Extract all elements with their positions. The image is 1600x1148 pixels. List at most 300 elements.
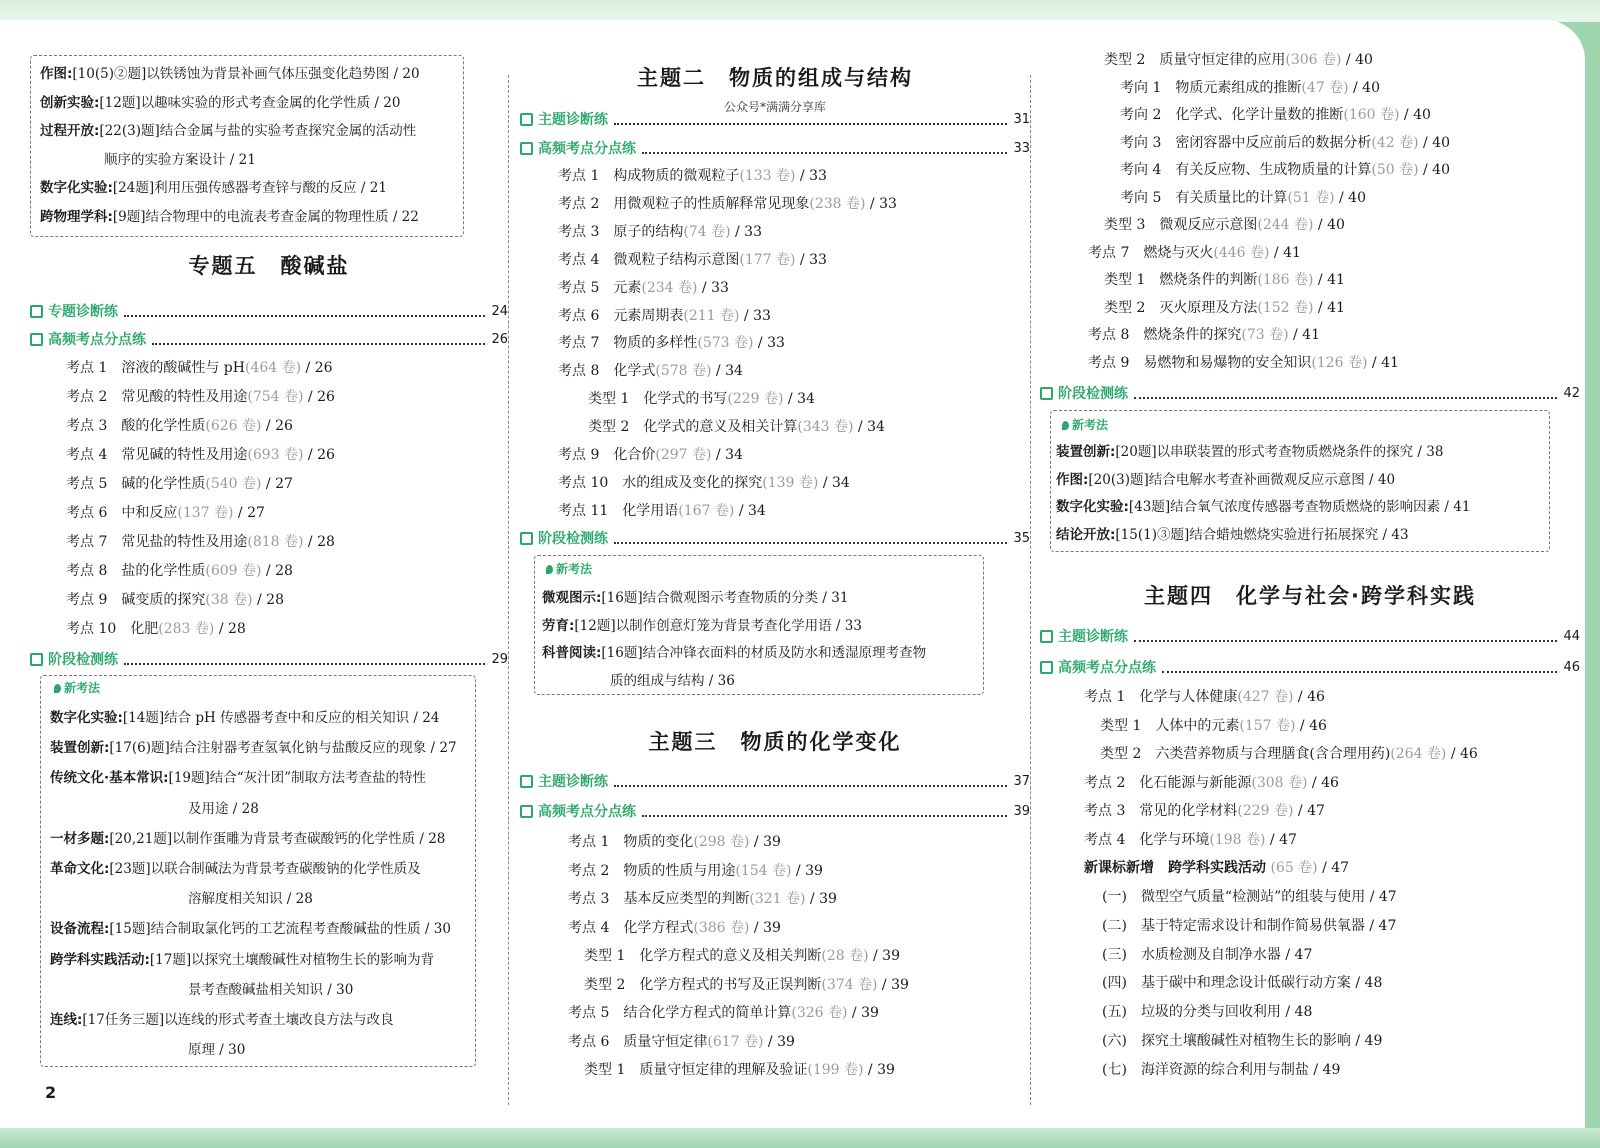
point-page: / 26 bbox=[301, 360, 333, 376]
point-number: 类型 1 bbox=[1104, 272, 1146, 288]
point-count: (540 卷) bbox=[205, 476, 262, 492]
point-number: 考点 8 bbox=[558, 363, 600, 380]
point-gap bbox=[609, 891, 623, 907]
point-gap bbox=[599, 280, 613, 296]
point-number: 考点 4 bbox=[66, 447, 108, 463]
box-line bbox=[40, 121, 508, 141]
activity-number: (三) bbox=[1102, 946, 1127, 963]
point-count: (198 卷) bbox=[1209, 831, 1266, 848]
box-line-label: 微观图示 bbox=[542, 590, 596, 606]
activity-number: (五) bbox=[1102, 1004, 1127, 1021]
point-number: 考点 8 bbox=[66, 563, 108, 579]
box-line-text: [15题]结合制取氯化钙的工艺流程考查酸碱盐的性质 / 30 bbox=[109, 921, 451, 938]
point-count: (47 卷) bbox=[1301, 79, 1349, 96]
box-line bbox=[50, 768, 508, 788]
point-line bbox=[558, 222, 1030, 242]
box-line-label: 结论开放 bbox=[1056, 527, 1110, 544]
point-number: 考向 2 bbox=[1120, 107, 1162, 123]
point-gap bbox=[1129, 355, 1143, 371]
point-gap bbox=[107, 360, 121, 376]
point-gap bbox=[599, 335, 613, 351]
point-number: 考点 10 bbox=[558, 474, 609, 491]
box-line-text: [16题]结合微观图示考查物质的分类 / 31 bbox=[601, 590, 849, 606]
point-line bbox=[66, 590, 508, 610]
point-line bbox=[1120, 78, 1580, 98]
point-line bbox=[1104, 215, 1580, 235]
point-count: (446 卷) bbox=[1213, 244, 1270, 261]
point-name: 元素周期表 bbox=[613, 307, 684, 324]
point-line bbox=[1088, 325, 1580, 345]
activity-number: (四) bbox=[1102, 975, 1127, 992]
box-line bbox=[50, 859, 508, 879]
point-line bbox=[1120, 188, 1580, 208]
point-gap bbox=[1161, 80, 1175, 96]
box-line-text: [20,21题]以制作蛋雕为背景考查碳酸钙的化学性质 / 28 bbox=[109, 830, 446, 847]
point-gap bbox=[116, 621, 130, 637]
box-line-text: [24题]利用压强传感器考查锌与酸的反应 / 21 bbox=[112, 180, 387, 197]
point-name: 微观反应示意图 bbox=[1159, 217, 1258, 233]
point-count: (199 卷) bbox=[807, 1062, 864, 1078]
point-line bbox=[1120, 160, 1580, 180]
box-line-colon: : bbox=[104, 830, 110, 847]
point-gap bbox=[599, 363, 613, 379]
point-line bbox=[558, 361, 1030, 381]
point-line bbox=[1088, 243, 1580, 263]
point-name: 化学与人体健康 bbox=[1139, 689, 1238, 705]
box-line bbox=[542, 643, 1030, 663]
point-page: / 40 bbox=[1399, 107, 1431, 123]
box-line bbox=[188, 980, 508, 1000]
point-line bbox=[66, 445, 508, 465]
point-gap bbox=[609, 1034, 623, 1050]
box-line-text: [10(5)②题]以铁锈蚀为背景补画气体压强变化趋势图 / 20 bbox=[72, 66, 420, 82]
point-number: 类型 2 bbox=[588, 419, 630, 436]
activity-text: 垃圾的分类与回收利用 / 48 bbox=[1140, 1004, 1313, 1021]
point-page: / 40 bbox=[1348, 79, 1380, 96]
activity-gap bbox=[1127, 947, 1141, 963]
point-number: 考点 11 bbox=[558, 502, 609, 519]
point-number: 类型 2 bbox=[584, 976, 626, 993]
activity-text: 水质检测及自制净水器 / 47 bbox=[1140, 946, 1313, 963]
point-page: / 40 bbox=[1418, 134, 1450, 151]
point-page: / 41 bbox=[1288, 327, 1320, 343]
point-page: / 39 bbox=[877, 976, 909, 993]
point-count: (754 卷) bbox=[247, 389, 304, 405]
point-page: / 33 bbox=[730, 223, 762, 240]
point-number: 类型 2 bbox=[1100, 746, 1142, 762]
activity-text: 海洋资源的综合利用与制盐 / 49 bbox=[1140, 1061, 1341, 1078]
point-number: 考点 3 bbox=[1084, 803, 1126, 819]
point-count: (28 卷) bbox=[821, 948, 869, 964]
point-line bbox=[66, 503, 508, 523]
point-gap bbox=[609, 920, 623, 936]
section-icon bbox=[520, 805, 533, 818]
box-line-text: 顺序的实验方案设计 / 21 bbox=[104, 151, 256, 168]
point-line bbox=[66, 387, 508, 407]
box-line-colon: : bbox=[1110, 444, 1116, 460]
point-gap bbox=[107, 447, 121, 463]
point-page: / 46 bbox=[1295, 717, 1327, 734]
point-line bbox=[1084, 687, 1580, 707]
activity-line bbox=[1102, 1060, 1580, 1080]
box-line-text: [9题]结合物理中的电流表考查金属的物理性质 / 22 bbox=[112, 209, 419, 225]
box-line-colon: : bbox=[163, 770, 169, 787]
point-count: (73 卷) bbox=[1241, 327, 1289, 343]
new-method-tag: 新考法 bbox=[1062, 416, 1108, 433]
point-line bbox=[66, 619, 508, 639]
point-number: 考点 10 bbox=[66, 621, 117, 637]
point-count: (177 卷) bbox=[739, 251, 796, 268]
point-number: 考点 2 bbox=[558, 195, 600, 212]
point-page: / 33 bbox=[795, 251, 827, 268]
point-line bbox=[568, 1032, 1030, 1052]
pin-icon bbox=[54, 684, 61, 693]
column-divider bbox=[1030, 75, 1031, 1105]
box-line-text: [17(6)题]结合注射器考查氢氧化钠与盐酸反应的现象 / 27 bbox=[109, 740, 457, 757]
activity-number: (七) bbox=[1102, 1061, 1127, 1078]
section-frequent-points: 高频考点分点练 26 bbox=[30, 328, 508, 350]
point-line bbox=[1088, 353, 1580, 373]
point-name: 盐的化学性质 bbox=[121, 563, 206, 579]
point-gap bbox=[107, 592, 121, 608]
pin-icon bbox=[546, 565, 553, 574]
point-name: 人体中的元素 bbox=[1155, 717, 1240, 734]
point-gap bbox=[1125, 832, 1139, 848]
box-line-label: 革命文化 bbox=[50, 861, 104, 877]
point-gap bbox=[107, 476, 121, 492]
activity-text: 微型空气质量“检测站”的组装与使用 / 47 bbox=[1140, 889, 1397, 905]
activity-number: (一) bbox=[1102, 889, 1127, 905]
section-icon bbox=[30, 305, 43, 318]
box-line-label: 数字化实验 bbox=[50, 710, 118, 726]
page-number: 2 bbox=[45, 1083, 57, 1102]
point-gap bbox=[1129, 245, 1143, 261]
box-line bbox=[50, 1010, 508, 1030]
point-count: (609 卷) bbox=[205, 563, 262, 579]
point-name: 化合价 bbox=[613, 447, 656, 463]
box-line bbox=[188, 799, 508, 819]
point-line bbox=[1084, 773, 1580, 793]
page-sheet bbox=[0, 20, 1585, 1132]
page-bottom-edge bbox=[0, 1128, 1600, 1148]
box-line-colon: : bbox=[117, 710, 123, 726]
box-line bbox=[610, 671, 1030, 691]
point-line bbox=[1104, 270, 1580, 290]
point-gap bbox=[625, 948, 639, 964]
point-line bbox=[66, 358, 508, 378]
box-line-label: 作图 bbox=[40, 66, 67, 82]
box-line-colon: : bbox=[104, 921, 110, 938]
point-count: (617 卷) bbox=[707, 1033, 764, 1050]
point-gap bbox=[1161, 162, 1175, 178]
activity-number: (二) bbox=[1102, 917, 1127, 934]
point-line bbox=[1100, 716, 1580, 736]
point-number: 考点 9 bbox=[1088, 354, 1130, 371]
point-line bbox=[558, 473, 1030, 493]
point-gap bbox=[599, 224, 613, 240]
box-line-text: [17题]以探究土壤酸碱性对植物生长的影响为背 bbox=[149, 951, 435, 968]
page-top-edge bbox=[0, 0, 1600, 22]
point-number: 考点 3 bbox=[558, 223, 600, 240]
point-name: 化学与环境 bbox=[1139, 831, 1210, 848]
point-name: 微观粒子结构示意图 bbox=[613, 251, 740, 268]
point-line bbox=[66, 561, 508, 581]
box-line bbox=[188, 889, 508, 909]
point-count: (167 卷) bbox=[678, 502, 735, 519]
section-stage-test: 阶段检测练 42 bbox=[1040, 382, 1580, 404]
point-page: / 39 bbox=[805, 891, 837, 907]
box-line-colon: : bbox=[144, 951, 150, 968]
point-page: / 46 bbox=[1446, 746, 1478, 762]
point-line bbox=[558, 278, 1030, 298]
theme-two-title: 主题二 物质的组成与结构 bbox=[637, 66, 913, 90]
point-number: 类型 1 bbox=[584, 1062, 626, 1078]
activity-line bbox=[1102, 887, 1580, 907]
point-gap bbox=[629, 419, 643, 435]
point-number: 考点 2 bbox=[1084, 774, 1126, 791]
theme-three-title: 主题三 物质的化学变化 bbox=[648, 730, 902, 754]
point-page: / 47 bbox=[1265, 831, 1297, 848]
point-line bbox=[558, 501, 1030, 521]
point-page: / 39 bbox=[863, 1062, 895, 1078]
section-icon bbox=[1040, 387, 1053, 400]
new-standard-line: 新课标新增 跨学科实践活动 (65 卷) / 47 bbox=[1084, 860, 1350, 876]
point-line bbox=[558, 445, 1030, 465]
point-count: (38 卷) bbox=[205, 592, 253, 608]
point-page: / 40 bbox=[1418, 162, 1450, 178]
point-name: 质量守恒定律的理解及验证 bbox=[639, 1062, 808, 1078]
point-count: (160 卷) bbox=[1343, 107, 1400, 123]
activity-gap bbox=[1127, 918, 1141, 934]
section-frequent-points: 高频考点分点练 33 bbox=[520, 137, 1030, 159]
box-line-label: 一材多题 bbox=[50, 830, 104, 847]
point-count: (154 卷) bbox=[735, 862, 792, 879]
box-line bbox=[1056, 525, 1580, 545]
box-line-label: 装置创新 bbox=[1056, 444, 1110, 460]
column-divider bbox=[508, 75, 509, 1105]
point-number: 考向 3 bbox=[1120, 134, 1162, 151]
point-number: 考点 5 bbox=[558, 279, 600, 296]
point-count: (238 卷) bbox=[809, 195, 866, 212]
point-line bbox=[568, 1003, 1030, 1023]
section-stage-test: 阶段检测练 35 bbox=[520, 527, 1030, 549]
point-page: / 39 bbox=[791, 862, 823, 879]
point-line bbox=[558, 194, 1030, 214]
point-gap bbox=[629, 391, 643, 407]
point-page: / 46 bbox=[1307, 774, 1339, 791]
box-line bbox=[40, 64, 508, 84]
box-line-colon: : bbox=[67, 66, 73, 82]
point-number: 类型 2 bbox=[1104, 299, 1146, 316]
box-line-text: [19题]结合“灰汁团”制取方法考查盐的特性 bbox=[168, 770, 427, 787]
section-icon bbox=[1040, 630, 1053, 643]
box-line bbox=[50, 829, 508, 849]
point-gap bbox=[1161, 190, 1175, 206]
point-name: 常见酸的特性及用途 bbox=[121, 389, 248, 405]
point-number: 考点 9 bbox=[558, 447, 600, 463]
point-line bbox=[66, 474, 508, 494]
point-gap bbox=[609, 1005, 623, 1021]
point-name: 化学方程式的书写及正误判断 bbox=[639, 976, 822, 993]
box-line-label: 创新实验 bbox=[40, 94, 94, 111]
point-page: / 41 bbox=[1313, 299, 1345, 316]
point-number: 类型 3 bbox=[1104, 217, 1146, 233]
point-page: / 34 bbox=[734, 502, 766, 519]
point-name: 化学式的书写 bbox=[643, 391, 728, 408]
point-number: 考点 6 bbox=[66, 505, 108, 521]
point-page: / 26 bbox=[303, 389, 335, 405]
activity-gap bbox=[1127, 1033, 1141, 1049]
point-page: / 26 bbox=[303, 447, 335, 463]
box-line bbox=[188, 1040, 508, 1060]
point-line bbox=[1100, 744, 1580, 764]
box-line-label: 过程开放 bbox=[40, 123, 94, 140]
box-line-text: 溶解度相关知识 / 28 bbox=[188, 891, 313, 908]
point-count: (229 卷) bbox=[1237, 803, 1294, 819]
activity-gap bbox=[1127, 889, 1141, 905]
point-count: (234 卷) bbox=[641, 279, 698, 296]
new-method-tag: 新考法 bbox=[546, 560, 592, 577]
point-page: / 41 bbox=[1313, 272, 1345, 288]
point-gap bbox=[1161, 135, 1175, 151]
box-line-text: [15(1)③题]结合蜡烛燃烧实验进行拓展探究 / 43 bbox=[1115, 527, 1409, 544]
point-gap bbox=[107, 563, 121, 579]
box-line bbox=[1056, 442, 1580, 462]
point-number: 考点 1 bbox=[66, 360, 108, 376]
point-gap bbox=[107, 534, 121, 550]
box-line-text: [17任务三题]以连线的形式考查土壤改良方法与改良 bbox=[82, 1012, 394, 1028]
box-line-colon: : bbox=[107, 209, 113, 225]
point-gap bbox=[107, 505, 121, 521]
point-number: 类型 2 bbox=[1104, 52, 1146, 68]
point-name: 化学式、化学计量数的推断 bbox=[1175, 107, 1344, 123]
box-line-text: 及用途 / 28 bbox=[188, 800, 259, 817]
point-count: (573 卷) bbox=[697, 335, 754, 352]
section-stage-test: 阶段检测练 29 bbox=[30, 648, 508, 670]
activity-line bbox=[1102, 945, 1580, 965]
box-line bbox=[50, 919, 508, 939]
point-page: / 27 bbox=[261, 476, 293, 492]
point-number: 考点 8 bbox=[1088, 327, 1130, 343]
point-page: / 28 bbox=[303, 534, 335, 550]
point-count: (42 卷) bbox=[1371, 134, 1419, 151]
point-count: (283 卷) bbox=[158, 621, 215, 637]
box-line-label: 作图 bbox=[1056, 471, 1083, 488]
point-number: 考点 6 bbox=[558, 307, 600, 324]
point-name: 密闭容器中反应前后的数据分析 bbox=[1175, 134, 1372, 151]
point-line bbox=[558, 306, 1030, 326]
activity-text: 基于碳中和理念设计低碳行动方案 / 48 bbox=[1140, 975, 1383, 992]
point-name: 结合化学方程式的简单计算 bbox=[623, 1005, 792, 1021]
point-line bbox=[558, 166, 1030, 186]
section-frequent-points: 高频考点分点练 39 bbox=[520, 800, 1030, 822]
activity-gap bbox=[1127, 1004, 1141, 1020]
box-line bbox=[104, 150, 508, 170]
section-theme-diagnosis: 主题诊断练 37 bbox=[520, 770, 1030, 792]
point-count: (343 卷) bbox=[797, 419, 854, 436]
box-line-colon: : bbox=[596, 645, 602, 661]
box-line bbox=[40, 178, 508, 198]
point-page: / 47 bbox=[1293, 803, 1325, 819]
point-count: (126 卷) bbox=[1311, 354, 1368, 371]
point-line bbox=[584, 946, 1030, 966]
point-page: / 34 bbox=[711, 363, 743, 380]
point-gap bbox=[609, 834, 623, 850]
point-line bbox=[1104, 50, 1580, 70]
point-count: (157 卷) bbox=[1239, 717, 1296, 734]
section-theme-diagnosis: 主题诊断练 31 bbox=[520, 108, 1030, 130]
point-count: (626 卷) bbox=[205, 418, 262, 434]
box-line-text: [16题]结合冲锋衣面料的材质及防水和透湿原理考查物 bbox=[601, 645, 927, 661]
point-gap bbox=[1125, 775, 1139, 791]
box-line-colon: : bbox=[596, 590, 602, 606]
point-gap bbox=[1145, 300, 1159, 316]
box-line bbox=[50, 708, 508, 728]
box-line-colon: : bbox=[569, 617, 575, 634]
point-count: (139 卷) bbox=[762, 474, 819, 491]
point-gap bbox=[609, 863, 623, 879]
point-name: 燃烧条件的探究 bbox=[1143, 327, 1242, 343]
point-gap bbox=[1141, 746, 1155, 762]
point-page: / 39 bbox=[847, 1005, 879, 1021]
point-gap bbox=[107, 389, 121, 405]
point-name: 常见的化学材料 bbox=[1139, 803, 1238, 819]
box-line-text: [22(3)题]结合金属与盐的实验考查探究金属的活动性 bbox=[99, 123, 417, 140]
point-name: 水的组成及变化的探究 bbox=[622, 474, 763, 491]
box-line-label: 传统文化·基本常识 bbox=[50, 770, 164, 787]
point-number: 考点 2 bbox=[568, 862, 610, 879]
point-name: 物质元素组成的推断 bbox=[1175, 79, 1302, 96]
point-number: 考点 2 bbox=[66, 389, 108, 405]
box-line-text: [20(3)题]结合电解水考查补画微观反应示意图 / 40 bbox=[1088, 471, 1396, 488]
point-name: 化学式 bbox=[613, 363, 656, 380]
box-line-colon: : bbox=[104, 861, 110, 877]
box-line bbox=[1056, 470, 1580, 490]
section-icon bbox=[520, 775, 533, 788]
point-name: 有关反应物、生成物质量的计算 bbox=[1175, 162, 1372, 178]
point-name: 基本反应类型的判断 bbox=[623, 891, 750, 907]
point-name: 原子的结构 bbox=[613, 223, 684, 240]
point-line bbox=[584, 975, 1030, 995]
point-number: 考向 4 bbox=[1120, 162, 1162, 178]
point-line bbox=[1104, 298, 1580, 318]
point-line bbox=[558, 250, 1030, 270]
point-line bbox=[66, 532, 508, 552]
point-number: 考点 7 bbox=[558, 335, 600, 352]
activity-text: 探究土壤酸碱性对植物生长的影响 / 49 bbox=[1140, 1033, 1383, 1049]
point-gap bbox=[1161, 107, 1175, 123]
box-line bbox=[40, 93, 508, 113]
point-name: 有关质量比的计算 bbox=[1175, 189, 1288, 206]
point-number: 考向 5 bbox=[1120, 189, 1162, 206]
point-page: / 33 bbox=[697, 279, 729, 296]
point-page: / 28 bbox=[214, 621, 246, 637]
point-name: 化学方程式的意义及相关判断 bbox=[639, 948, 822, 964]
section-frequent-points: 高频考点分点练 46 bbox=[1040, 656, 1580, 678]
point-number: 考点 1 bbox=[1084, 689, 1126, 705]
point-number: 类型 1 bbox=[588, 391, 630, 408]
point-number: 考点 3 bbox=[568, 891, 610, 907]
point-name: 碱的化学性质 bbox=[121, 476, 206, 492]
point-name: 碱变质的探究 bbox=[121, 592, 206, 608]
section-icon bbox=[520, 113, 533, 126]
box-line-colon: : bbox=[1083, 471, 1089, 488]
box-line-colon: : bbox=[1123, 499, 1129, 516]
box-line-text: [20题]以串联装置的形式考查物质燃烧条件的探究 / 38 bbox=[1115, 444, 1444, 460]
point-count: (297 卷) bbox=[655, 447, 712, 463]
box-line-text: 原理 / 30 bbox=[188, 1042, 246, 1059]
point-gap bbox=[599, 447, 613, 463]
